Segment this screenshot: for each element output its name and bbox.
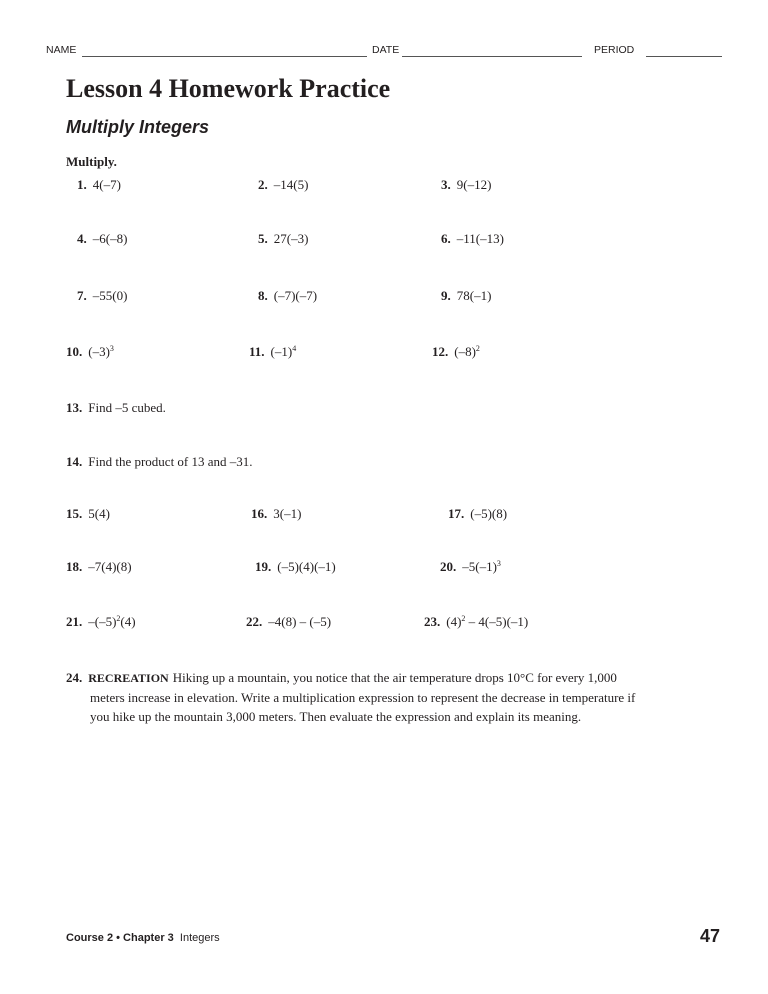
problem-expression: (4) (446, 614, 462, 629)
problem-number: 12. (432, 344, 449, 359)
problem-20 (440, 559, 501, 575)
problem-10 (66, 344, 114, 360)
problem-number: 15. (66, 506, 83, 521)
problem-11 (249, 344, 296, 360)
problem-number: 21. (66, 614, 83, 629)
problem-number: 11. (249, 344, 265, 359)
problem-topic: RECREATION (88, 671, 169, 685)
problem-number: 20. (440, 559, 457, 574)
problem-18 (66, 559, 132, 575)
problem-expression: –7(4)(8) (88, 559, 132, 574)
problem-expression: (–7)(–7) (273, 288, 318, 303)
problem-expression: 9(–12) (456, 177, 492, 192)
problem-23 (424, 614, 528, 630)
problem-number: 13. (66, 400, 83, 415)
problem-17 (448, 506, 507, 522)
page-subtitle: Multiply Integers (66, 117, 210, 137)
period-field[interactable] (646, 56, 722, 57)
exponent: 2 (461, 614, 466, 623)
problem-12 (432, 344, 480, 360)
exponent: 2 (475, 344, 480, 353)
exponent: 2 (116, 614, 121, 623)
problem-expression: –4(8) – (–5) (268, 614, 332, 629)
problem-expression-rest: – 4(–5)(–1) (465, 614, 529, 629)
problem-expression: (–5)(4)(–1) (277, 559, 336, 574)
problem-number: 17. (448, 506, 465, 521)
problem-expression: 78(–1) (456, 288, 492, 303)
problem-number: 3. (441, 177, 451, 192)
page-number: 47 (700, 926, 721, 946)
problem-number: 9. (441, 288, 451, 303)
problem-expression: –55(0) (92, 288, 128, 303)
chapter-title: Integers (179, 932, 220, 944)
course-chapter: Course 2 • Chapter 3 (66, 932, 174, 944)
problem-number: 6. (441, 231, 451, 246)
problem-number: 22. (246, 614, 263, 629)
problem-number: 2. (258, 177, 268, 192)
problem-number: 8. (258, 288, 268, 303)
problem-5 (258, 231, 308, 247)
name-field[interactable] (82, 56, 367, 57)
problem-number: 5. (258, 231, 268, 246)
problem-expression: 27(–3) (273, 231, 309, 246)
problem-9 (441, 288, 491, 304)
problem-19 (255, 559, 336, 575)
problem-8 (258, 288, 317, 304)
problem-7 (77, 288, 127, 304)
problem-1 (77, 177, 121, 193)
problem-24 (66, 668, 646, 726)
problem-number: 16. (251, 506, 268, 521)
problem-4 (77, 231, 127, 247)
problem-number: 23. (424, 614, 441, 629)
problem-expression: –14(5) (273, 177, 309, 192)
problem-expression: 5(4) (88, 506, 110, 521)
problem-16 (251, 506, 301, 522)
problem-number: 24. (66, 670, 83, 685)
exponent: 3 (496, 559, 501, 568)
page-title: Lesson 4 Homework Practice (66, 74, 391, 103)
instructions: Multiply. (66, 154, 117, 169)
problem-number: 1. (77, 177, 87, 192)
problem-expression: (–3) (88, 344, 110, 359)
problem-expression: (–5)(8) (470, 506, 508, 521)
exponent: 3 (109, 344, 114, 353)
problem-13 (66, 400, 166, 416)
problem-number: 18. (66, 559, 83, 574)
problem-text: Hiking up a mountain, you notice that the air temperature drops 10°C for every 1,000 meters increase in elevation. Write a multiplication expression to represent the decrease in temperature if you hike up the mountain 3,000 meters. Then evaluate the expression and explain its meaning. (90, 670, 636, 724)
problem-expression: 4(–7) (92, 177, 121, 192)
problem-3 (441, 177, 491, 193)
problem-2 (258, 177, 308, 193)
period-label: PERIOD (594, 44, 635, 56)
footer-course (66, 932, 220, 944)
problem-number: 4. (77, 231, 87, 246)
problem-expression: –6(–8) (92, 231, 128, 246)
problem-number: 10. (66, 344, 83, 359)
problem-number: 14. (66, 454, 83, 469)
problem-expression: –5(–1) (462, 559, 497, 574)
date-label: DATE (372, 44, 400, 56)
exponent: 4 (292, 344, 297, 353)
problem-21 (66, 614, 136, 630)
problem-expression-rest: (4) (120, 614, 136, 629)
problem-expression: –(–5) (88, 614, 117, 629)
problem-6 (441, 231, 504, 247)
problem-15 (66, 506, 110, 522)
problem-expression: –11(–13) (456, 231, 504, 246)
problem-number: 7. (77, 288, 87, 303)
problem-expression: Find the product of 13 and –31. (88, 454, 253, 469)
date-field[interactable] (402, 56, 582, 57)
problem-22 (246, 614, 331, 630)
problem-14 (66, 454, 253, 470)
problem-expression: 3(–1) (273, 506, 302, 521)
problem-expression: Find –5 cubed. (88, 400, 166, 415)
problem-expression: (–8) (454, 344, 476, 359)
problem-expression: (–1) (270, 344, 293, 359)
problem-number: 19. (255, 559, 272, 574)
name-label: NAME (46, 44, 77, 56)
